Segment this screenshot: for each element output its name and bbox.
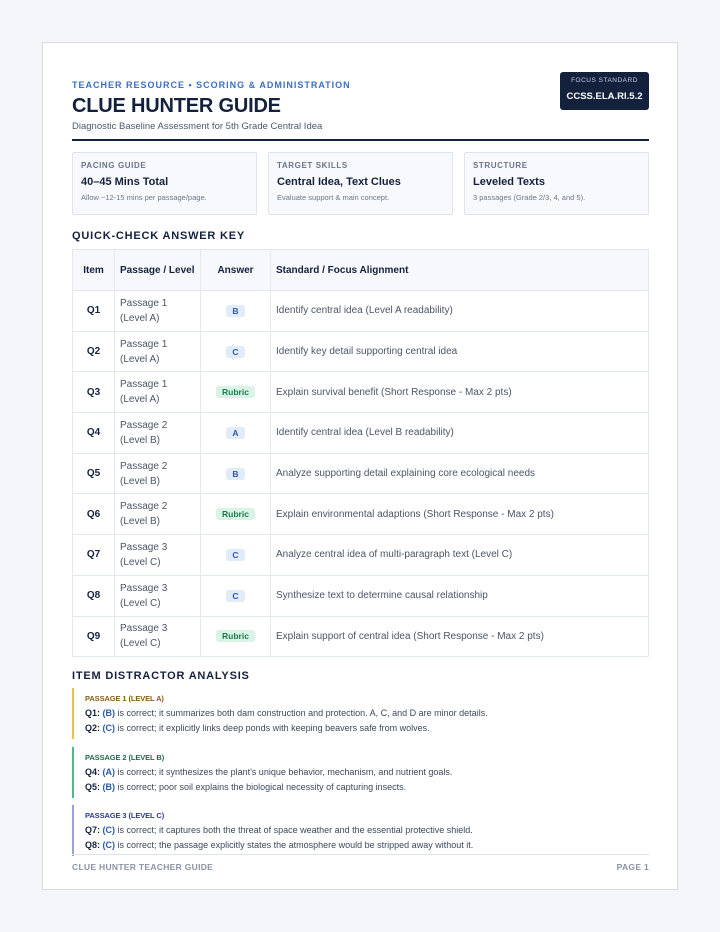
card-label: PACING GUIDE	[81, 161, 147, 170]
standard-cell: Identify key detail supporting central idea	[271, 331, 649, 372]
passage-name: Passage 2	[120, 460, 168, 472]
explanation-text: is correct; it synthesizes the plant's unique behavior, mechanism, and nutrient goals.	[115, 767, 453, 777]
passage-cell	[115, 616, 201, 657]
explanation-text: is correct; it explicitly links deep ponds with keeping beavers safe from wolves.	[115, 723, 430, 733]
answer-badge: A	[226, 427, 244, 439]
passage-level: (Level C)	[120, 556, 161, 568]
correct-answer: (C)	[102, 840, 116, 850]
passage-1-block	[72, 688, 649, 739]
column-header-standard: Standard / Focus Alignment	[271, 250, 649, 291]
explanation-text: is correct; it summarizes both dam construction and protection. A, C, and D are minor details.	[115, 708, 488, 718]
passage-name: Passage 1	[120, 338, 168, 350]
standard-cell: Explain survival benefit (Short Response - Max 2 pts)	[271, 372, 649, 413]
passage-name: Passage 3	[120, 623, 168, 635]
explanation-text: is correct; it captures both the threat of space weather and the essential protective shield.	[115, 825, 473, 835]
standard-cell: Synthesize text to determine causal relationship	[271, 575, 649, 616]
passage-3-block	[72, 805, 649, 856]
card-note: Evaluate support & main concept.	[277, 193, 390, 202]
explanation-text: is correct; poor soil explains the biological necessity of capturing insects.	[115, 782, 407, 792]
card-label: STRUCTURE	[473, 161, 528, 170]
correct-answer: (B)	[102, 782, 116, 792]
question-number: Q2:	[85, 723, 101, 733]
passage-cell	[115, 331, 201, 372]
standard-cell: Identify central idea (Level B readability)	[271, 413, 649, 454]
distractor-line	[85, 840, 649, 850]
passage-2-block	[72, 747, 649, 798]
focus-standard-value: CCSS.ELA.RI.5.2	[566, 91, 643, 102]
focus-standard-label: FOCUS STANDARD	[571, 77, 638, 84]
item-cell: Q9	[73, 616, 115, 657]
passage-name: Passage 1	[120, 297, 168, 309]
question-number: Q1:	[85, 708, 101, 718]
answer-badge: Rubric	[216, 386, 255, 398]
card-value: 40–45 Mins Total	[81, 176, 169, 188]
answer-badge: B	[226, 468, 244, 480]
page-title: CLUE HUNTER GUIDE	[72, 95, 281, 117]
standard-cell: Explain environmental adaptions (Short Response - Max 2 pts)	[271, 494, 649, 535]
answer-cell	[201, 535, 271, 576]
answer-cell	[201, 494, 271, 535]
distractor-heading: ITEM DISTRACTOR ANALYSIS	[72, 670, 250, 682]
card-note: 3 passages (Grade 2/3, 4, and 5).	[473, 193, 586, 202]
table-row	[73, 535, 649, 576]
passage-level: (Level C)	[120, 638, 161, 650]
column-header-item: Item	[73, 250, 115, 291]
distractor-line	[85, 825, 649, 835]
answer-badge: C	[226, 346, 244, 358]
card-value: Leveled Texts	[473, 176, 545, 188]
question-number: Q5:	[85, 782, 101, 792]
card-label: TARGET SKILLS	[277, 161, 348, 170]
pacing-card	[72, 152, 257, 215]
passage-level: (Level B)	[120, 475, 161, 487]
answer-cell	[201, 331, 271, 372]
passage-cell	[115, 372, 201, 413]
passage-cell	[115, 575, 201, 616]
question-number: Q4:	[85, 767, 101, 777]
answer-key-heading: QUICK-CHECK ANSWER KEY	[72, 230, 246, 242]
answer-badge: B	[226, 305, 244, 317]
distractor-line	[85, 708, 649, 718]
page-subtitle: Diagnostic Baseline Assessment for 5th Grade Central Idea	[72, 121, 323, 132]
answer-cell	[201, 291, 271, 332]
skills-card	[268, 152, 453, 215]
answer-cell	[201, 413, 271, 454]
table-row	[73, 291, 649, 332]
answer-key-table	[72, 249, 649, 657]
passage-level: (Level A)	[120, 394, 160, 406]
focus-standard-badge	[560, 72, 649, 110]
footer-title: CLUE HUNTER TEACHER GUIDE	[72, 862, 214, 872]
distractor-line	[85, 767, 649, 777]
header-divider	[72, 139, 649, 141]
standard-cell: Analyze supporting detail explaining core ecological needs	[271, 453, 649, 494]
item-cell: Q2	[73, 331, 115, 372]
table-row	[73, 331, 649, 372]
table-row	[73, 372, 649, 413]
correct-answer: (C)	[102, 723, 116, 733]
correct-answer: (A)	[102, 767, 116, 777]
table-row	[73, 494, 649, 535]
item-cell: Q6	[73, 494, 115, 535]
passage-name: Passage 3	[120, 582, 168, 594]
column-header-passage: Passage / Level	[115, 250, 201, 291]
passage-level: (Level C)	[120, 597, 161, 609]
page-number: PAGE 1	[616, 862, 649, 872]
answer-badge: C	[226, 549, 244, 561]
answer-cell	[201, 575, 271, 616]
table-row	[73, 453, 649, 494]
answer-cell	[201, 616, 271, 657]
page-footer	[72, 854, 649, 872]
passage-cell	[115, 494, 201, 535]
table-header-row	[73, 250, 649, 291]
passage-name: Passage 3	[120, 541, 168, 553]
passage-level: (Level B)	[120, 516, 161, 528]
passage-cell	[115, 291, 201, 332]
answer-badge: C	[226, 590, 244, 602]
explanation-text: is correct; the passage explicitly states the atmosphere would be stripped away without it.	[115, 840, 474, 850]
summary-cards	[72, 152, 649, 215]
card-note: Allow ~12-15 mins per passage/page.	[81, 193, 207, 202]
standard-cell: Analyze central idea of multi-paragraph text (Level C)	[271, 535, 649, 576]
passage-block-title: PASSAGE 2 (LEVEL B)	[85, 753, 165, 762]
passage-cell	[115, 535, 201, 576]
passage-level: (Level A)	[120, 353, 160, 365]
structure-card	[464, 152, 649, 215]
passage-name: Passage 1	[120, 379, 168, 391]
item-cell: Q4	[73, 413, 115, 454]
eyebrow-label: TEACHER RESOURCE • SCORING & ADMINISTRATION	[72, 80, 351, 90]
distractor-line	[85, 782, 649, 792]
item-cell: Q5	[73, 453, 115, 494]
answer-cell	[201, 372, 271, 413]
item-cell: Q7	[73, 535, 115, 576]
answer-badge: Rubric	[216, 630, 255, 642]
standard-cell: Explain support of central idea (Short Response - Max 2 pts)	[271, 616, 649, 657]
standard-cell: Identify central idea (Level A readability)	[271, 291, 649, 332]
answer-key-body	[73, 291, 649, 657]
distractor-line	[85, 723, 649, 733]
question-number: Q7:	[85, 825, 101, 835]
passage-name: Passage 2	[120, 501, 168, 513]
table-row	[73, 616, 649, 657]
item-cell: Q8	[73, 575, 115, 616]
passage-level: (Level A)	[120, 312, 160, 324]
passage-cell	[115, 453, 201, 494]
table-row	[73, 413, 649, 454]
item-cell: Q3	[73, 372, 115, 413]
passage-block-title: PASSAGE 3 (LEVEL C)	[85, 811, 165, 820]
guide-page	[42, 42, 678, 890]
passage-name: Passage 2	[120, 419, 168, 431]
passage-cell	[115, 413, 201, 454]
item-cell: Q1	[73, 291, 115, 332]
column-header-answer: Answer	[201, 250, 271, 291]
question-number: Q8:	[85, 840, 101, 850]
table-row	[73, 575, 649, 616]
passage-block-title: PASSAGE 1 (LEVEL A)	[85, 694, 164, 703]
card-value: Central Idea, Text Clues	[277, 176, 401, 188]
answer-badge: Rubric	[216, 508, 255, 520]
correct-answer: (B)	[102, 708, 116, 718]
answer-cell	[201, 453, 271, 494]
correct-answer: (C)	[102, 825, 116, 835]
passage-level: (Level B)	[120, 434, 161, 446]
